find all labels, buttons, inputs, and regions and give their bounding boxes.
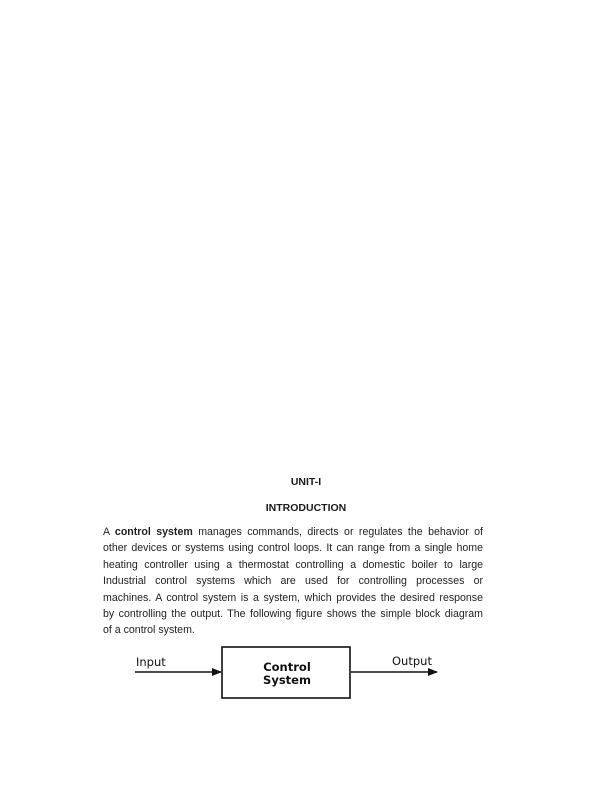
text-run: heating controller using a [103, 558, 239, 571]
term-control-loops: control loops [257, 542, 320, 555]
unit-heading: UNIT-I [290, 476, 322, 488]
output-label: Output [392, 654, 432, 668]
paragraph-line: Industrial control systems which are used for controlling processes or [103, 575, 483, 588]
text-run: manages commands, directs or regulates the behavior of [192, 526, 483, 538]
paragraph-line: of a control system. [103, 624, 195, 637]
block-label-line2: System [263, 673, 311, 687]
paragraph-line: machines. A control system is a system, which provides the desired response [103, 591, 483, 604]
bold-term-control-system: control system [114, 526, 193, 538]
text-run: A [103, 526, 115, 538]
text-run: other devices or systems using [103, 542, 258, 555]
term-thermostat: thermostat [238, 558, 289, 571]
paragraph-line [103, 524, 483, 540]
paragraph-line: by controlling the output. The following figure shows the simple block diagram [103, 608, 483, 621]
text-run: controlling a domestic boiler to large [288, 558, 483, 571]
block-label-line1: Control [263, 660, 311, 674]
section-title: INTRODUCTION [265, 502, 347, 514]
intro-paragraph [103, 524, 483, 639]
paragraph-line [103, 557, 483, 573]
input-label: Input [136, 655, 166, 669]
text-run: . It can range from a single home [319, 542, 483, 555]
paragraph-line [103, 540, 483, 556]
